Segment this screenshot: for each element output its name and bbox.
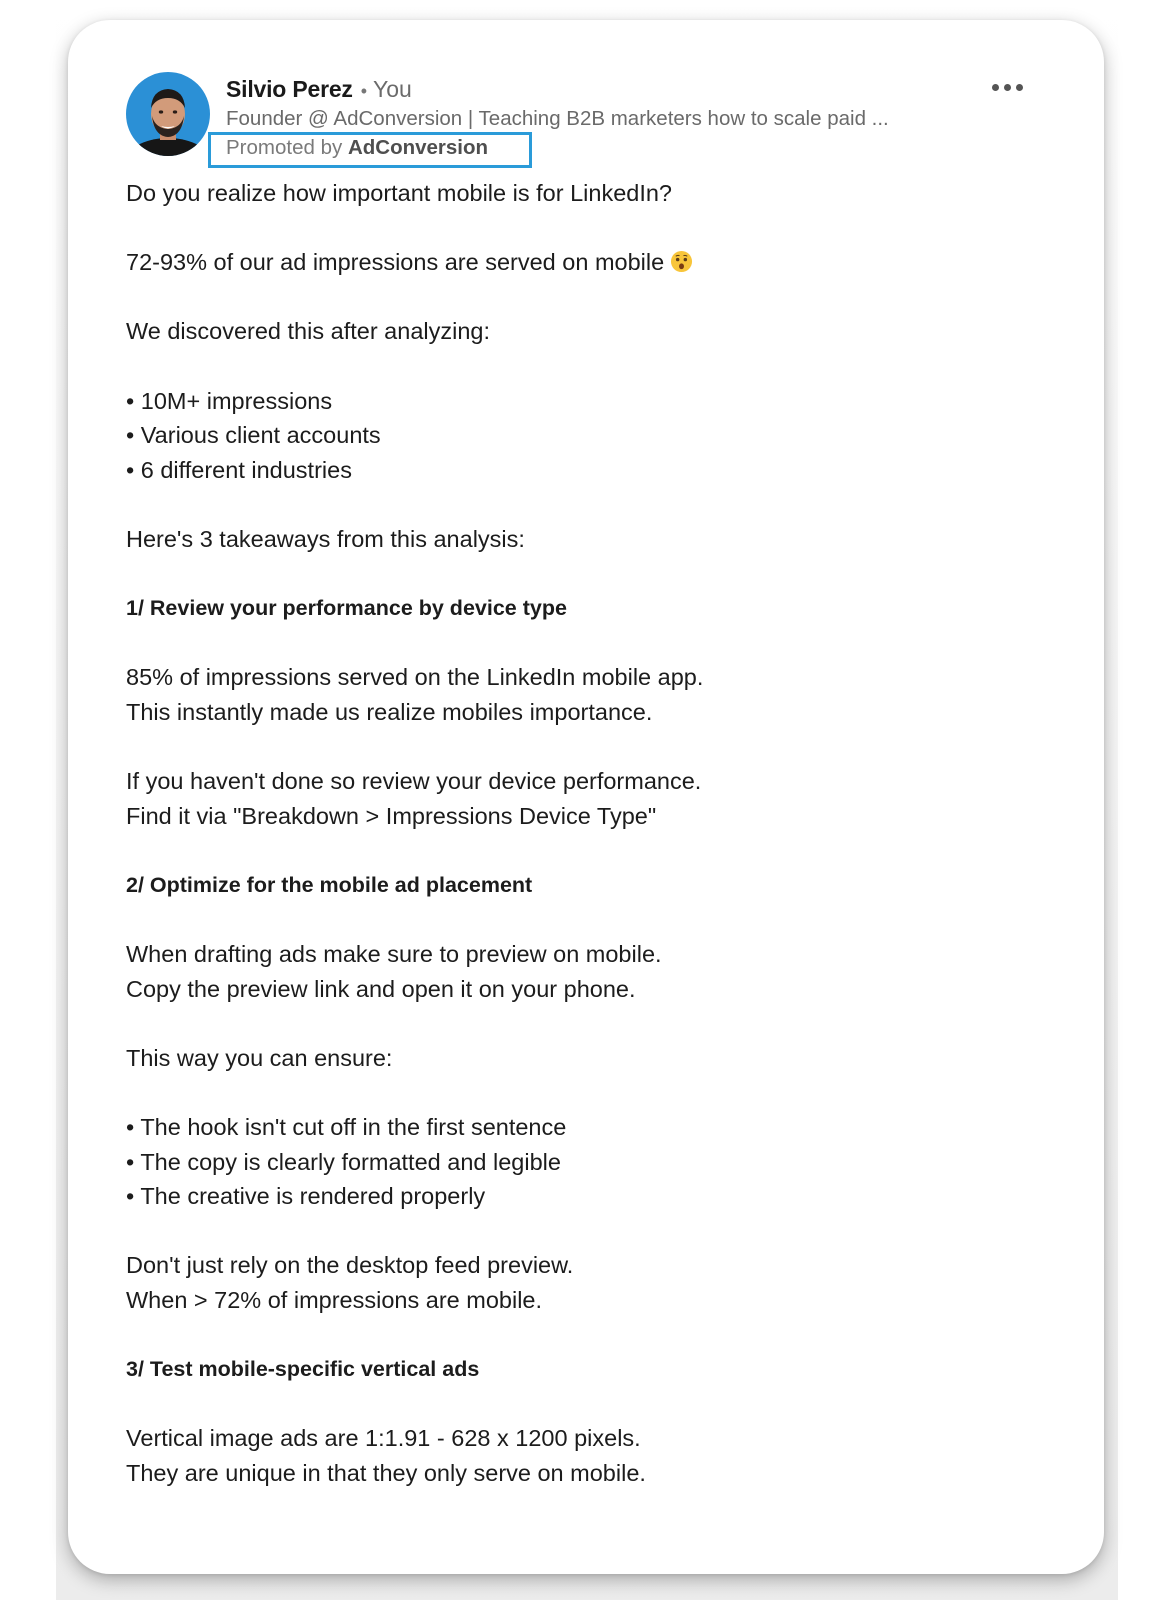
- post-line: Don't just rely on the desktop feed preview.: [126, 1252, 574, 1279]
- blank-line: [126, 557, 1066, 592]
- bullet-item: • Various client accounts: [126, 422, 381, 449]
- blank-line: [126, 626, 1066, 661]
- post-line: Copy the preview link and open it on your phone.: [126, 975, 636, 1002]
- author-name-line: [226, 74, 412, 106]
- astonished-face-icon: [670, 250, 693, 273]
- blank-line: [126, 1075, 1066, 1110]
- takeaway-heading: 3/ Test mobile-specific vertical ads: [126, 1357, 480, 1382]
- blank-line: [126, 1318, 1066, 1353]
- more-dot-icon: [1016, 84, 1023, 91]
- promoted-by-line: [226, 134, 488, 162]
- linkedin-post-card: [68, 20, 1104, 1574]
- blank-line: [126, 211, 1066, 246]
- avatar-photo: [126, 72, 210, 156]
- post-line: When drafting ads make sure to preview on mobile.: [126, 941, 662, 968]
- bullet-item: • 10M+ impressions: [126, 387, 333, 414]
- more-dot-icon: [1004, 84, 1011, 91]
- more-actions-button[interactable]: [982, 74, 1032, 100]
- blank-line: [126, 1214, 1066, 1249]
- more-dot-icon: [992, 84, 999, 91]
- bullet-item: • The copy is clearly formatted and legible: [126, 1148, 561, 1175]
- promoted-prefix: Promoted by: [226, 136, 343, 159]
- author-avatar[interactable]: [126, 72, 210, 156]
- post-line: When > 72% of impressions are mobile.: [126, 1287, 543, 1313]
- post-line: Do you realize how important mobile is for LinkedIn?: [126, 180, 672, 206]
- post-body: [126, 176, 1066, 1491]
- bullet-item: • The creative is rendered properly: [126, 1183, 486, 1210]
- blank-line: [126, 1387, 1066, 1422]
- blank-line: [126, 280, 1066, 315]
- blank-line: [126, 487, 1066, 522]
- blank-line: [126, 902, 1066, 937]
- promoted-by-company[interactable]: AdConversion: [347, 136, 489, 159]
- blank-line: [126, 349, 1066, 384]
- blank-line: [126, 833, 1066, 868]
- post-line: This instantly made us realize mobiles importance.: [126, 698, 653, 725]
- post-line: We discovered this after analyzing:: [126, 318, 490, 345]
- author-headline: Founder @ AdConversion | Teaching B2B marketers how to scale paid ...: [226, 107, 889, 130]
- blank-line: [126, 730, 1066, 765]
- post-line: 72-93% of our ad impressions are served on mobile: [126, 249, 665, 276]
- bullet-item: • 6 different industries: [126, 456, 352, 483]
- bullet-item: • The hook isn't cut off in the first sentence: [126, 1114, 567, 1141]
- author-name[interactable]: Silvio Perez: [226, 76, 353, 102]
- post-line: They are unique in that they only serve on mobile.: [126, 1459, 646, 1486]
- post-line: Here's 3 takeaways from this analysis:: [126, 525, 525, 552]
- blank-line: [126, 1006, 1066, 1041]
- takeaway-heading: 2/ Optimize for the mobile ad placement: [126, 872, 533, 897]
- post-line-with-emoji: [126, 245, 1066, 280]
- post-line: Find it via "Breakdown > Impressions Device Type": [126, 802, 657, 829]
- post-line: 85% of impressions served on the LinkedIn mobile app.: [126, 664, 704, 691]
- separator-dot: •: [360, 81, 368, 101]
- author-relation: You: [373, 76, 412, 102]
- takeaway-heading: 1/ Review your performance by device type: [126, 596, 567, 621]
- post-line: If you haven't done so review your device performance.: [126, 768, 702, 795]
- post-line: Vertical image ads are 1:1.91 - 628 x 1200 pixels.: [126, 1425, 641, 1452]
- post-line: This way you can ensure:: [126, 1044, 393, 1071]
